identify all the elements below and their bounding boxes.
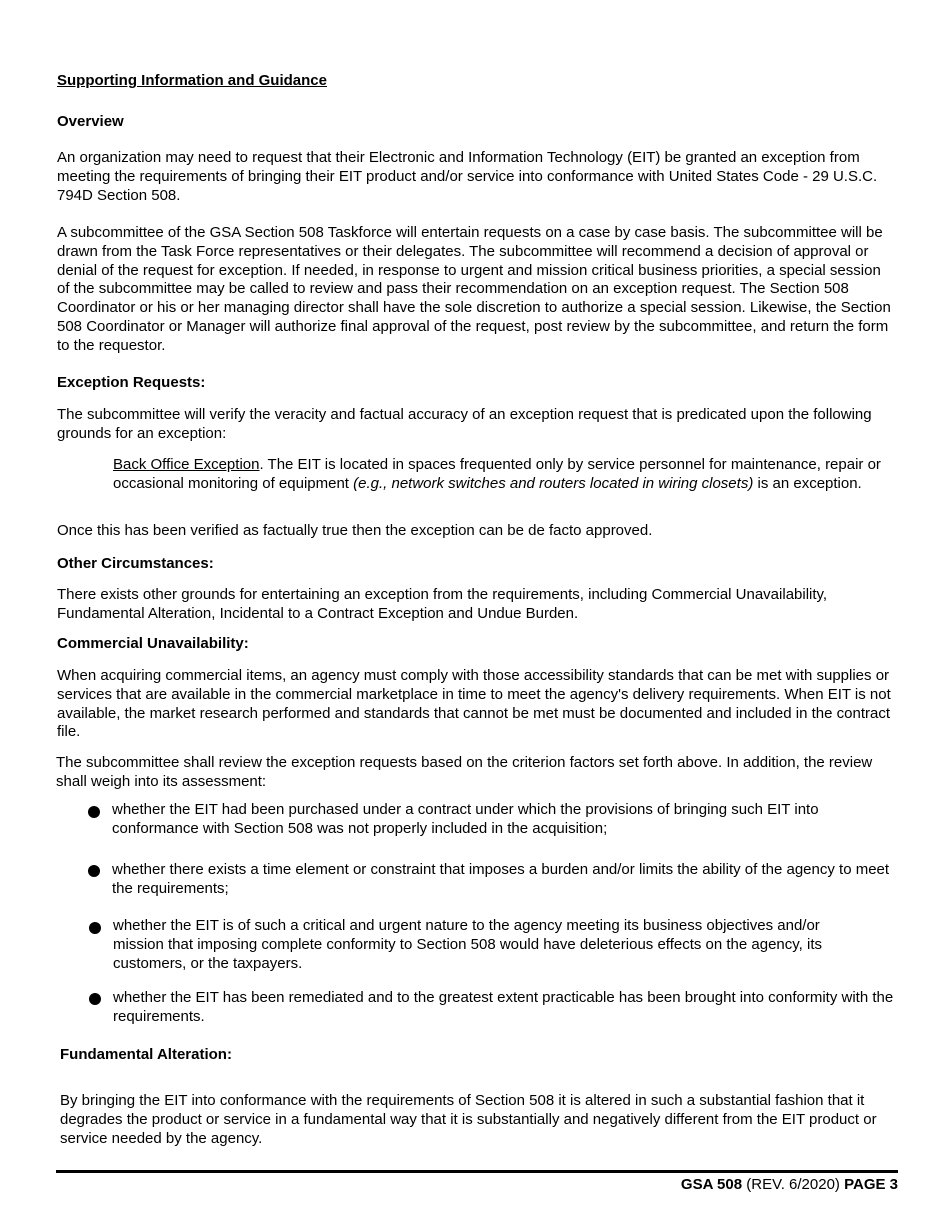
review-criteria-paragraph: The subcommittee shall review the exception requests based on the criterion factors set forth above. In addition, the review shall weigh into its assessment: [56,754,873,790]
back-office-exception-tail: is an exception. [753,474,862,492]
bullet-icon [88,806,100,818]
footer-revision: (REV. 6/2020) [742,1176,845,1193]
bullet-item-4: whether the EIT has been remediated and to the greatest extent practicable has been brought into conformity with the requirements. [113,989,894,1025]
bullet-icon [88,865,100,877]
bullet-icon [89,922,101,934]
bullet-item-2: whether there exists a time element or constraint that imposes a burden and/or limits the ability of the agency to meet the requirements; [112,861,890,897]
de-facto-approval-paragraph: Once this has been verified as factually true then the exception can be de facto approved. [57,522,653,539]
page-title: Supporting Information and Guidance [57,72,327,89]
other-circumstances-heading: Other Circumstances: [57,555,214,572]
back-office-exception-text: . The EIT is located in spaces frequented only by service personnel for maintenance, repair or occasional monitoring of equipment [113,456,881,492]
overview-paragraph-2: A subcommittee of the GSA Section 508 Taskforce will entertain requests on a case by case basis. The subcommittee will be drawn from the Task Force representatives or their delegates. The subcommittee will recommend a decision of approval or denial of the request for exception. If needed, in response to urgent and mission critical business priorities, a special session of the subcommittee may be called to review and pass their recommendation on an exception request. The Section 508 Coordinator or his or her managing director shall have the sole discretion to authorize a special session. Likewise, the Section 508 Coordinator or Manager will authorize final approval of the request, post review by the subcommittee, and return the form to the requestor. [57,224,891,354]
commercial-unavailability-paragraph: When acquiring commercial items, an agency must comply with those accessibility standards that can be met with supplies or services that are available in the commercial marketplace in time to meet the agency's delivery requirements. When EIT is not available, the market research performed and standards that cannot be met must be documented and included in the contract file. [57,667,891,741]
fundamental-alteration-paragraph: By bringing the EIT into conformance with the requirements of Section 508 it is altered in such a substantial fashion that it degrades the product or service in a fundamental way that it is substantially and negatively different from the EIT product or service needed by the agency. [60,1092,877,1147]
overview-heading: Overview [57,113,124,130]
exception-requests-paragraph: The subcommittee will verify the veracity and factual accuracy of an exception request that is predicated upon the following grounds for an exception: [57,406,872,442]
bullet-item-3: whether the EIT is of such a critical and urgent nature to the agency meeting its business objectives and/or mission that imposing complete conformity to Section 508 would have deleterious effects on the agency, its customers, or the taxpayers. [113,917,822,972]
overview-paragraph-1: An organization may need to request that their Electronic and Information Technology (EIT) be granted an exception from meeting the requirements of bringing their EIT product and/or service into conformance with United States Code - 29 U.S.C. 794D Section 508. [57,149,878,204]
footer-divider [56,1170,898,1173]
other-circumstances-paragraph: There exists other grounds for entertaining an exception from the requirements, including Commercial Unavailability, Fundamental Alteration, Incidental to a Contract Exception and Undue Burden. [57,586,828,622]
back-office-exception-paragraph [113,456,893,494]
footer-form-number: GSA 508 [680,1176,743,1193]
footer-page-number: PAGE 3 [844,1176,898,1193]
exception-requests-heading: Exception Requests: [57,374,206,391]
back-office-exception-label: Back Office Exception [113,456,260,473]
bullet-icon [89,993,101,1005]
back-office-exception-example: (e.g., network switches and routers located in wiring closets) [353,474,754,492]
commercial-unavailability-heading: Commercial Unavailability: [57,635,249,652]
fundamental-alteration-heading: Fundamental Alteration: [60,1046,232,1063]
bullet-item-1: whether the EIT had been purchased under a contract under which the provisions of bringing such EIT into conformance with Section 508 was not properly included in the acquisition; [112,801,819,837]
page-footer [681,1176,898,1194]
